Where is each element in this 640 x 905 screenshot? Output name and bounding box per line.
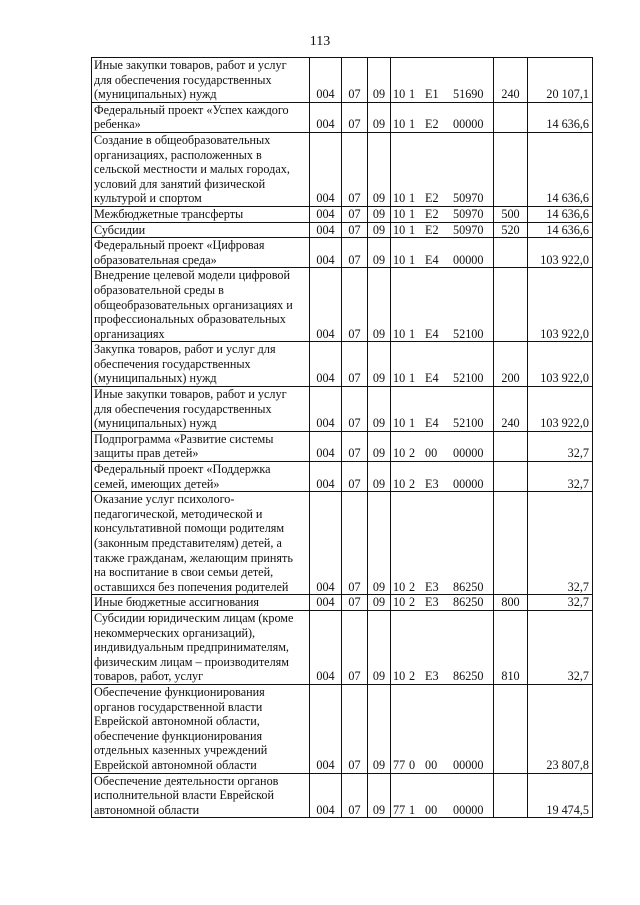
row-pr: 09 bbox=[368, 684, 391, 773]
row-vr bbox=[494, 431, 528, 461]
row-vr: 240 bbox=[494, 58, 528, 103]
row-ved: 004 bbox=[310, 387, 342, 432]
csr-part: 10 bbox=[393, 595, 406, 610]
csr-part: 10 bbox=[393, 326, 406, 341]
table-row bbox=[92, 206, 593, 222]
row-name: Оказание услуг психолого-педагогической, методической и консультативной помощи родителям (законным представителям) детей, а также гражданам, желающим принять на воспитание в свои семьи детей, оставшихся без попечения родителей bbox=[92, 492, 310, 595]
row-pr: 09 bbox=[368, 58, 391, 103]
csr-part: 86250 bbox=[453, 595, 484, 610]
csr-part: 1 bbox=[409, 117, 416, 132]
csr-part: 10 bbox=[393, 579, 406, 594]
csr-part: 1 bbox=[409, 87, 416, 102]
table-row bbox=[92, 684, 593, 773]
csr-part: 00000 bbox=[453, 117, 484, 132]
row-pr: 09 bbox=[368, 268, 391, 342]
row-pr: 09 bbox=[368, 238, 391, 268]
row-pr: 09 bbox=[368, 222, 391, 238]
csr-part: 1 bbox=[409, 206, 416, 221]
table-row bbox=[92, 492, 593, 595]
csr-part: 50970 bbox=[453, 222, 484, 237]
row-name: Федеральный проект «Цифровая образовательная среда» bbox=[92, 238, 310, 268]
csr-part: 1 bbox=[409, 326, 416, 341]
csr-part: 1 bbox=[409, 416, 416, 431]
row-sum: 23 807,8 bbox=[528, 684, 593, 773]
row-csr bbox=[391, 431, 494, 461]
csr-part: 00 bbox=[425, 757, 438, 772]
table-row bbox=[92, 238, 593, 268]
row-name: Иные закупки товаров, работ и услуг для обеспечения государственных (муниципальных) нужд bbox=[92, 58, 310, 103]
csr-part: 10 bbox=[393, 87, 406, 102]
csr-part: 10 bbox=[393, 252, 406, 267]
row-rz: 07 bbox=[342, 492, 368, 595]
row-rz: 07 bbox=[342, 238, 368, 268]
csr-part: 10 bbox=[393, 371, 406, 386]
row-rz: 07 bbox=[342, 595, 368, 611]
row-pr: 09 bbox=[368, 206, 391, 222]
row-ved: 004 bbox=[310, 102, 342, 132]
row-name: Подпрограмма «Развитие системы защиты прав детей» bbox=[92, 431, 310, 461]
row-sum: 14 636,6 bbox=[528, 102, 593, 132]
page-number: 113 bbox=[309, 34, 331, 49]
row-pr: 09 bbox=[368, 431, 391, 461]
row-csr bbox=[391, 773, 494, 818]
row-rz: 07 bbox=[342, 58, 368, 103]
row-ved: 004 bbox=[310, 58, 342, 103]
csr-part: E2 bbox=[425, 206, 439, 221]
row-ved: 004 bbox=[310, 684, 342, 773]
row-vr: 240 bbox=[494, 387, 528, 432]
csr-part: 52100 bbox=[453, 416, 484, 431]
row-csr bbox=[391, 238, 494, 268]
csr-part: E3 bbox=[425, 579, 439, 594]
csr-part: E1 bbox=[425, 87, 439, 102]
row-pr: 09 bbox=[368, 102, 391, 132]
row-rz: 07 bbox=[342, 206, 368, 222]
csr-part: 1 bbox=[409, 802, 416, 817]
table-row bbox=[92, 431, 593, 461]
row-name: Обеспечение деятельности органов исполнительной власти Еврейской автономной области bbox=[92, 773, 310, 818]
row-pr: 09 bbox=[368, 462, 391, 492]
row-csr bbox=[391, 268, 494, 342]
row-csr bbox=[391, 492, 494, 595]
csr-part: 0 bbox=[409, 757, 416, 772]
row-ved: 004 bbox=[310, 206, 342, 222]
row-ved: 004 bbox=[310, 492, 342, 595]
csr-part: 77 bbox=[393, 802, 406, 817]
csr-part: 2 bbox=[409, 595, 416, 610]
row-vr bbox=[494, 462, 528, 492]
csr-part: E4 bbox=[425, 326, 439, 341]
csr-part: 86250 bbox=[453, 669, 484, 684]
csr-part: 2 bbox=[409, 579, 416, 594]
row-csr bbox=[391, 58, 494, 103]
row-ved: 004 bbox=[310, 773, 342, 818]
table-row bbox=[92, 387, 593, 432]
row-name: Федеральный проект «Поддержка семей, имеющих детей» bbox=[92, 462, 310, 492]
csr-part: E4 bbox=[425, 371, 439, 386]
row-vr bbox=[494, 684, 528, 773]
table-row bbox=[92, 462, 593, 492]
csr-part: 00000 bbox=[453, 446, 484, 461]
row-name: Иные бюджетные ассигнования bbox=[92, 595, 310, 611]
row-ved: 004 bbox=[310, 132, 342, 206]
row-sum: 103 922,0 bbox=[528, 238, 593, 268]
row-sum: 32,7 bbox=[528, 595, 593, 611]
table-row bbox=[92, 610, 593, 684]
row-vr: 520 bbox=[494, 222, 528, 238]
row-vr: 200 bbox=[494, 342, 528, 387]
table-row bbox=[92, 132, 593, 206]
row-ved: 004 bbox=[310, 342, 342, 387]
row-name: Субсидии bbox=[92, 222, 310, 238]
csr-part: 2 bbox=[409, 669, 416, 684]
csr-part: E2 bbox=[425, 191, 439, 206]
row-pr: 09 bbox=[368, 387, 391, 432]
row-pr: 09 bbox=[368, 492, 391, 595]
row-vr: 800 bbox=[494, 595, 528, 611]
row-rz: 07 bbox=[342, 431, 368, 461]
csr-part: 10 bbox=[393, 222, 406, 237]
row-csr bbox=[391, 684, 494, 773]
row-sum: 32,7 bbox=[528, 492, 593, 595]
row-csr bbox=[391, 610, 494, 684]
csr-part: E2 bbox=[425, 222, 439, 237]
csr-part: 00000 bbox=[453, 802, 484, 817]
csr-part: 00000 bbox=[453, 757, 484, 772]
row-csr bbox=[391, 342, 494, 387]
csr-part: 52100 bbox=[453, 326, 484, 341]
row-pr: 09 bbox=[368, 342, 391, 387]
row-name: Создание в общеобразовательных организациях, расположенных в сельской местности и малых городах, условий для занятий физической культурой и спортом bbox=[92, 132, 310, 206]
row-ved: 004 bbox=[310, 610, 342, 684]
csr-part: E3 bbox=[425, 476, 439, 491]
row-pr: 09 bbox=[368, 610, 391, 684]
row-csr bbox=[391, 387, 494, 432]
row-vr: 810 bbox=[494, 610, 528, 684]
csr-part: 77 bbox=[393, 757, 406, 772]
row-csr bbox=[391, 102, 494, 132]
table-row bbox=[92, 773, 593, 818]
row-csr bbox=[391, 595, 494, 611]
csr-part: 10 bbox=[393, 206, 406, 221]
csr-part: 10 bbox=[393, 117, 406, 132]
csr-part: 51690 bbox=[453, 87, 484, 102]
row-ved: 004 bbox=[310, 462, 342, 492]
csr-part: E4 bbox=[425, 252, 439, 267]
csr-part: 10 bbox=[393, 416, 406, 431]
row-sum: 14 636,6 bbox=[528, 222, 593, 238]
row-sum: 32,7 bbox=[528, 431, 593, 461]
row-rz: 07 bbox=[342, 102, 368, 132]
csr-part: E4 bbox=[425, 416, 439, 431]
csr-part: 50970 bbox=[453, 206, 484, 221]
row-vr bbox=[494, 492, 528, 595]
budget-table bbox=[91, 57, 593, 818]
table-row bbox=[92, 342, 593, 387]
csr-part: 10 bbox=[393, 476, 406, 491]
row-sum: 14 636,6 bbox=[528, 132, 593, 206]
csr-part: 1 bbox=[409, 191, 416, 206]
table-row bbox=[92, 595, 593, 611]
row-vr bbox=[494, 238, 528, 268]
row-name: Межбюджетные трансферты bbox=[92, 206, 310, 222]
row-rz: 07 bbox=[342, 610, 368, 684]
table-body bbox=[92, 58, 593, 818]
row-ved: 004 bbox=[310, 431, 342, 461]
csr-part: 10 bbox=[393, 191, 406, 206]
csr-part: 86250 bbox=[453, 579, 484, 594]
table-row bbox=[92, 222, 593, 238]
csr-part: 1 bbox=[409, 222, 416, 237]
row-ved: 004 bbox=[310, 268, 342, 342]
row-sum: 20 107,1 bbox=[528, 58, 593, 103]
row-sum: 103 922,0 bbox=[528, 342, 593, 387]
row-rz: 07 bbox=[342, 268, 368, 342]
row-csr bbox=[391, 206, 494, 222]
row-rz: 07 bbox=[342, 773, 368, 818]
csr-part: 10 bbox=[393, 446, 406, 461]
row-rz: 07 bbox=[342, 222, 368, 238]
row-vr bbox=[494, 773, 528, 818]
csr-part: 50970 bbox=[453, 191, 484, 206]
row-sum: 103 922,0 bbox=[528, 387, 593, 432]
row-ved: 004 bbox=[310, 222, 342, 238]
csr-part: E3 bbox=[425, 595, 439, 610]
csr-part: 00 bbox=[425, 446, 438, 461]
row-vr bbox=[494, 132, 528, 206]
row-vr bbox=[494, 102, 528, 132]
row-rz: 07 bbox=[342, 462, 368, 492]
row-name: Внедрение целевой модели цифровой образовательной среды в общеобразовательных организациях и профессиональных образовательных организациях bbox=[92, 268, 310, 342]
row-rz: 07 bbox=[342, 387, 368, 432]
row-csr bbox=[391, 132, 494, 206]
row-sum: 32,7 bbox=[528, 610, 593, 684]
row-name: Субсидии юридическим лицам (кроме некоммерческих организаций), индивидуальным предпринимателям, физическим лицам – производителям товаров, работ, услуг bbox=[92, 610, 310, 684]
row-sum: 19 474,5 bbox=[528, 773, 593, 818]
row-rz: 07 bbox=[342, 342, 368, 387]
csr-part: 52100 bbox=[453, 371, 484, 386]
csr-part: 1 bbox=[409, 371, 416, 386]
row-name: Закупка товаров, работ и услуг для обеспечения государственных (муниципальных) нужд bbox=[92, 342, 310, 387]
row-vr bbox=[494, 268, 528, 342]
table-row bbox=[92, 58, 593, 103]
csr-part: 1 bbox=[409, 252, 416, 267]
csr-part: 2 bbox=[409, 476, 416, 491]
row-rz: 07 bbox=[342, 684, 368, 773]
row-ved: 004 bbox=[310, 595, 342, 611]
csr-part: 10 bbox=[393, 669, 406, 684]
row-csr bbox=[391, 222, 494, 238]
csr-part: 00000 bbox=[453, 476, 484, 491]
row-sum: 103 922,0 bbox=[528, 268, 593, 342]
row-sum: 32,7 bbox=[528, 462, 593, 492]
csr-part: 00000 bbox=[453, 252, 484, 267]
table-row bbox=[92, 102, 593, 132]
csr-part: E3 bbox=[425, 669, 439, 684]
table-row bbox=[92, 268, 593, 342]
row-sum: 14 636,6 bbox=[528, 206, 593, 222]
csr-part: E2 bbox=[425, 117, 439, 132]
row-ved: 004 bbox=[310, 238, 342, 268]
row-name: Федеральный проект «Успех каждого ребенка» bbox=[92, 102, 310, 132]
row-rz: 07 bbox=[342, 132, 368, 206]
row-pr: 09 bbox=[368, 773, 391, 818]
csr-part: 2 bbox=[409, 446, 416, 461]
csr-part: 00 bbox=[425, 802, 438, 817]
row-name: Иные закупки товаров, работ и услуг для обеспечения государственных (муниципальных) нужд bbox=[92, 387, 310, 432]
row-name: Обеспечение функционирования органов государственной власти Еврейской автономной области, обеспечение функционирования отдельных казенных учреждений Еврейской автономной области bbox=[92, 684, 310, 773]
row-csr bbox=[391, 462, 494, 492]
row-vr: 500 bbox=[494, 206, 528, 222]
row-pr: 09 bbox=[368, 132, 391, 206]
row-pr: 09 bbox=[368, 595, 391, 611]
